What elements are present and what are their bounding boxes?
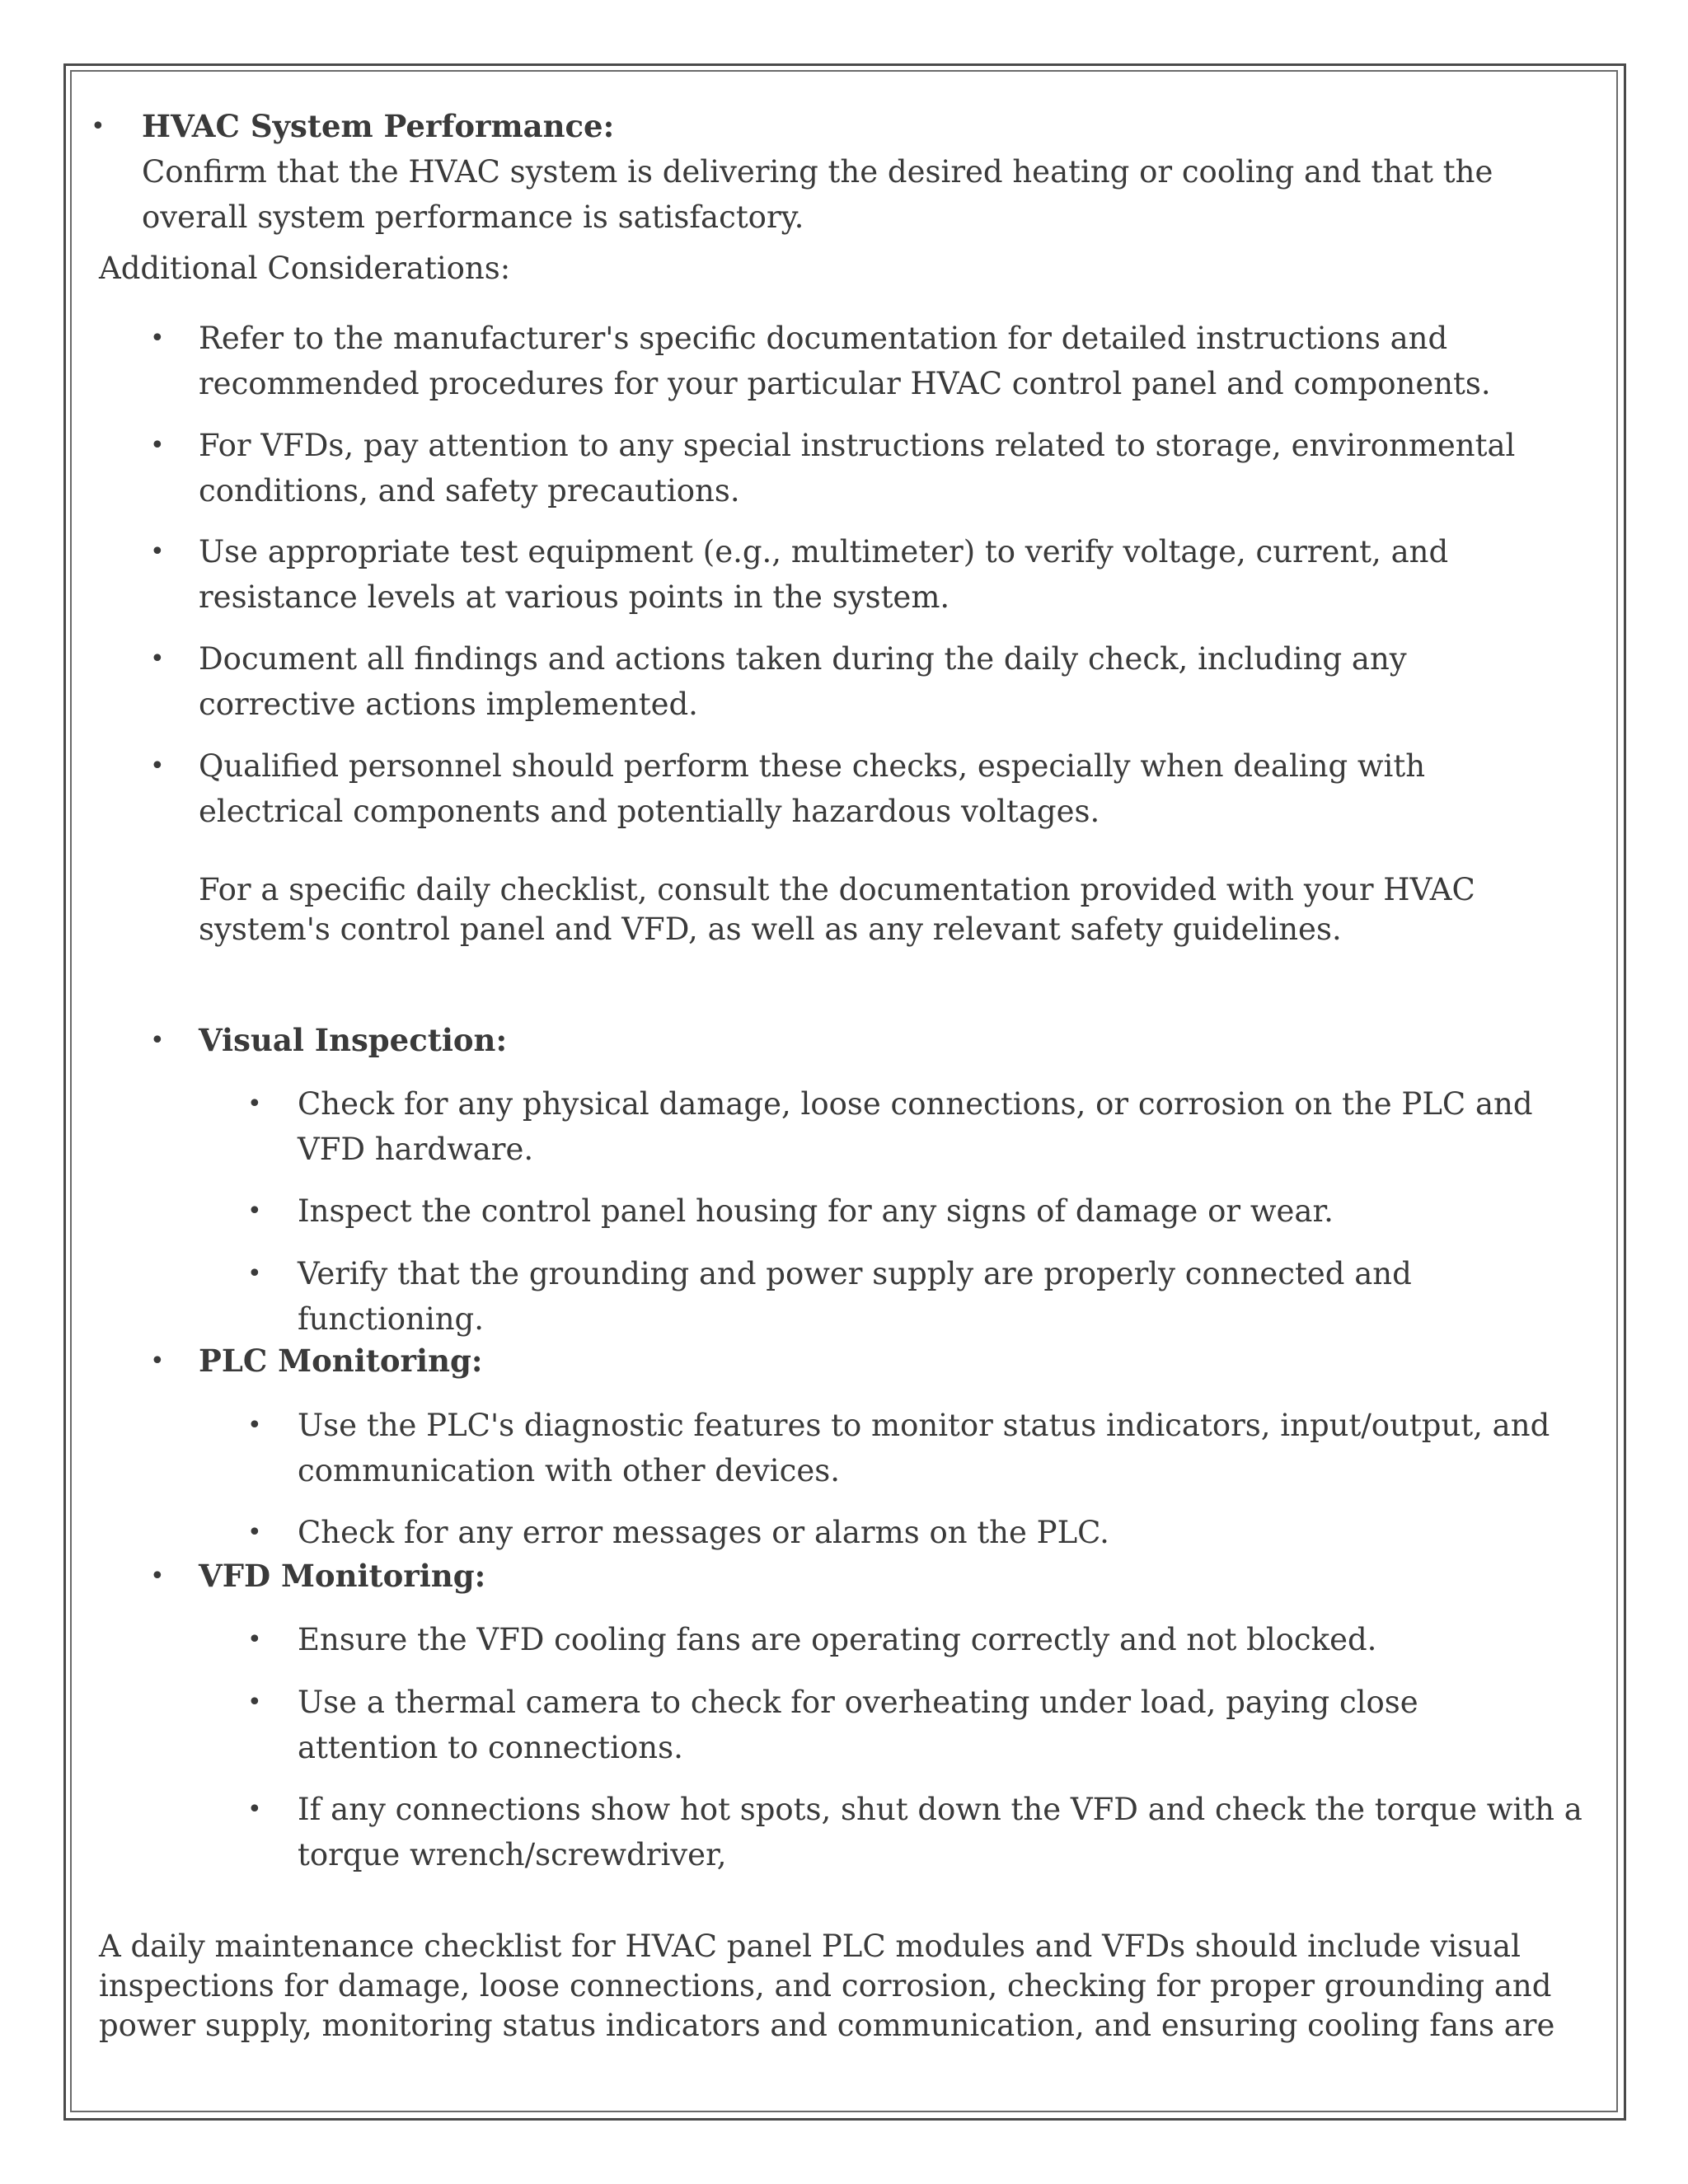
list-item: For VFDs, pay attention to any special instructions related to storage, environmental conditions, and safety precautions.: [199, 428, 1516, 509]
list-item: If any connections show hot spots, shut down the VFD and check the torque with a torque wrench/screwdriver,: [298, 1792, 1582, 1872]
checklist-note: For a specific daily checklist, consult the documentation provided with your HVAC system's control panel and VFD, as well as any relevant safety guidelines.: [199, 872, 1475, 947]
additional-considerations-heading: Additional Considerations:: [99, 251, 511, 286]
list-item: Document all findings and actions taken during the daily check, including any corrective actions implemented.: [199, 641, 1407, 722]
plc-monitoring-heading: PLC Monitoring:: [199, 1343, 483, 1379]
bullet-icon: •: [150, 1347, 165, 1376]
list-item: Verify that the grounding and power supply are properly connected and functioning.: [298, 1256, 1412, 1337]
list-item: Refer to the manufacturer's specific documentation for detailed instructions and recommended procedures for your particular HVAC control panel and components.: [199, 321, 1491, 401]
bullet-icon: •: [247, 1090, 262, 1118]
bullet-icon: •: [247, 1197, 262, 1226]
list-item: Use appropriate test equipment (e.g., multimeter) to verify voltage, current, and resistance levels at various points in the system.: [199, 534, 1449, 615]
bullet-icon: •: [247, 1411, 262, 1440]
section-text-hvac-performance: Confirm that the HVAC system is delivering the desired heating or cooling and that the overall system performance is satisfactory.: [142, 154, 1493, 235]
bullet-icon: •: [247, 1259, 262, 1288]
list-item: Use the PLC's diagnostic features to monitor status indicators, input/output, and communication with other devices.: [298, 1408, 1550, 1488]
bullet-icon: •: [91, 112, 106, 141]
bullet-icon: •: [247, 1625, 262, 1654]
bullet-icon: •: [150, 1562, 165, 1591]
bullet-icon: •: [247, 1688, 262, 1717]
list-item: Qualified personnel should perform these checks, especially when dealing with electrical components and potentially hazardous voltages.: [199, 748, 1426, 829]
section-heading-hvac-performance: HVAC System Performance:: [142, 108, 615, 144]
list-item: Ensure the VFD cooling fans are operating correctly and not blocked.: [298, 1622, 1377, 1657]
bullet-icon: •: [150, 324, 165, 353]
list-item: Inspect the control panel housing for any signs of damage or wear.: [298, 1193, 1334, 1229]
list-item: Check for any physical damage, loose connections, or corrosion on the PLC and VFD hardware.: [298, 1086, 1533, 1167]
vfd-monitoring-heading: VFD Monitoring:: [199, 1558, 486, 1594]
bullet-icon: •: [150, 431, 165, 460]
bullet-icon: •: [150, 537, 165, 566]
visual-inspection-heading: Visual Inspection:: [199, 1022, 508, 1058]
bullet-icon: •: [150, 752, 165, 780]
list-item: Use a thermal camera to check for overheating under load, paying close attention to connections.: [298, 1685, 1418, 1765]
summary-paragraph: A daily maintenance checklist for HVAC panel PLC modules and VFDs should include visual inspections for damage, loose connections, and corrosion, checking for proper grounding and power supply, monitoring status indicators and communication, and ensuring cooling fans are: [99, 1929, 1555, 2043]
bullet-icon: •: [247, 1518, 262, 1547]
bullet-icon: •: [150, 644, 165, 673]
bullet-icon: •: [150, 1026, 165, 1055]
bullet-icon: •: [247, 1795, 262, 1824]
list-item: Check for any error messages or alarms on the PLC.: [298, 1515, 1109, 1550]
